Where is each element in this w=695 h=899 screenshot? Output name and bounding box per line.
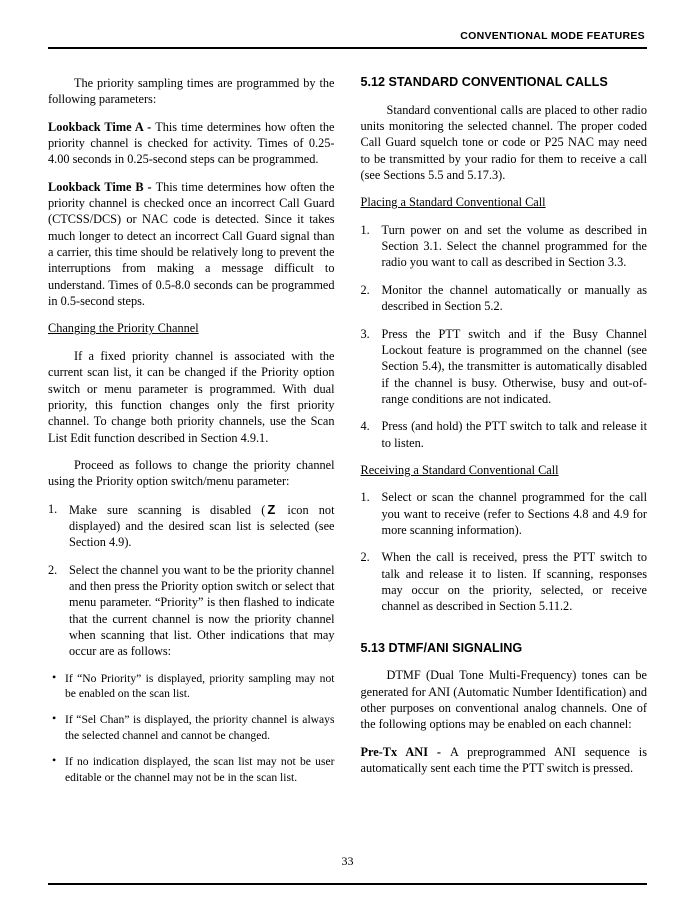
lookback-time-b-paragraph [48,179,335,310]
step-number: 3. [360,326,370,341]
step-text-before-icon: Make sure scanning is disabled ( [69,502,266,517]
header-divider [48,47,647,49]
pre-tx-ani-term: Pre-Tx ANI - [360,744,450,759]
list-item [361,489,648,538]
changing-priority-steps [48,501,335,660]
list-item [48,754,335,785]
two-column-body [48,75,647,796]
step-text: Press (and hold) the PTT switch to talk and release it to listen. [381,419,647,450]
changing-priority-paragraph-1: If a fixed priority channel is associated with the current scan list, it can be changed if the Priority option switch or menu parameter is programmed. With dual priority, this function changes only the first priority channel. To change both priority channels, use the Scan List Edit function described in Section 4.9.1. [48,348,335,445]
scan-z-icon: Z [267,501,276,517]
section-513-intro: DTMF (Dual Tone Multi-Frequency) tones can be generated for ANI (Automatic Number Identification) and other purposes on conventional analog channels. One of the following options may be enabled on each channel: [360,668,647,732]
bullet-dot-icon: • [52,669,57,684]
list-item [48,501,335,551]
section-512-intro: Standard conventional calls are placed to other radio units monitoring the selected channel. The proper coded Call Guard squelch tone or code or P25 NAC may need to be transmitted by your radio for them to receive a call (see Sections 5.5 and 5.17.3). [360,102,647,183]
list-item [361,418,648,451]
bullet-dot-icon: • [52,753,57,768]
lookback-time-a-term: Lookback Time A - [48,119,156,134]
changing-priority-channel-heading: Changing the Priority Channel [48,321,199,336]
bullet-dot-icon: • [52,711,57,726]
page-header: CONVENTIONAL MODE FEATURES [460,30,645,42]
list-item [361,282,648,315]
priority-indication-bullets [48,671,335,785]
list-item [361,549,648,614]
receiving-call-steps [361,489,648,614]
lookback-time-b-term: Lookback Time B - [48,179,156,194]
list-item [48,562,335,660]
step-number: 2. [48,562,58,577]
step-text: Press the PTT switch and if the Busy Channel Lockout feature is programmed on the channel (see Section 5.4), the transmitter is automatically disabled if the channel is busy. Otherwise, busy and out-of-range conditions are not indicated. [381,326,647,406]
step-text: Select or scan the channel programmed for the call you want to receive (refer to Sections 4.8 and 4.9 for more scanning information). [381,490,647,537]
step-text-after-icon: icon not displayed) and the desired scan list is selected (see Section 4.9). [69,502,335,550]
step-text: When the call is received, press the PTT switch to talk and release it to listen. If scanning, responses may occur on the priority, selected, or receive channel as described in Section 5.11.2. [381,550,647,614]
pre-tx-ani-paragraph [361,744,648,777]
bullet-text: If “No Priority” is displayed, priority sampling may not be enabled on the scan list. [65,671,335,701]
right-column [361,75,648,787]
pre-tx-ani-text: A preprogrammed ANI sequence is automatically sent each time the PTT switch is pressed. [360,744,647,776]
changing-priority-paragraph-2: Proceed as follows to change the priority channel using the Priority option switch/menu parameter: [48,457,335,489]
lookback-time-a-paragraph [48,119,335,168]
lookback-time-a-text: This time determines how often the priority channel is checked for activity. Times of 0.25-4.00 seconds in 0.25-second steps can be programmed. [48,119,335,167]
step-number: 1. [360,490,370,505]
placing-call-heading: Placing a Standard Conventional Call [360,195,546,210]
list-item [48,671,335,702]
list-item [361,222,648,271]
footer-divider [48,883,647,885]
bullet-text: If “Sel Chan” is displayed, the priority channel is always the selected channel and cannot be changed. [65,713,335,742]
left-column [48,75,335,796]
page-number: 33 [341,854,354,868]
priority-sampling-intro: The priority sampling times are programmed by the following parameters: [48,76,335,107]
step-number: 2. [360,282,370,297]
placing-call-steps [361,222,648,451]
step-number: 2. [360,550,370,565]
bullet-text: If no indication displayed, the scan list may not be user editable or the channel may not be in the scan list. [65,755,335,784]
step-number: 1. [360,222,370,237]
step-number: 4. [360,419,370,434]
section-512-heading: 5.12 STANDARD CONVENTIONAL CALLS [360,75,608,89]
receiving-call-heading: Receiving a Standard Conventional Call [360,462,559,477]
list-item [361,326,648,408]
list-item [48,712,335,743]
section-513-heading: 5.13 DTMF/ANI SIGNALING [360,640,523,655]
step-text: Turn power on and set the volume as described in Section 3.1. Select the channel programmed for the radio you want to call as described in Section 3.3. [381,222,647,270]
lookback-time-b-text: This time determines how often the priority channel is checked once an incorrect Call Guard (CTCSS/DCS) or NAC code is detected. Since it takes much longer to detect an incorrect Call Guard signal than a carrier, this time should be relatively long to prevent the interruptions from making a message difficult to understand. Times of 0.5-8.0 seconds can be programmed in 0.5-second steps. [48,179,335,309]
step-text: Monitor the channel automatically or manually as described in Section 5.2. [381,282,647,314]
step-text: Select the channel you want to be the priority channel and then press the Priority option switch or select that menu parameter. “Priority” is then flashed to indicate that the current channel is now the priority channel when scanning that list. Other indications that may occur are as follows: [69,562,335,659]
step-number: 1. [48,501,58,516]
